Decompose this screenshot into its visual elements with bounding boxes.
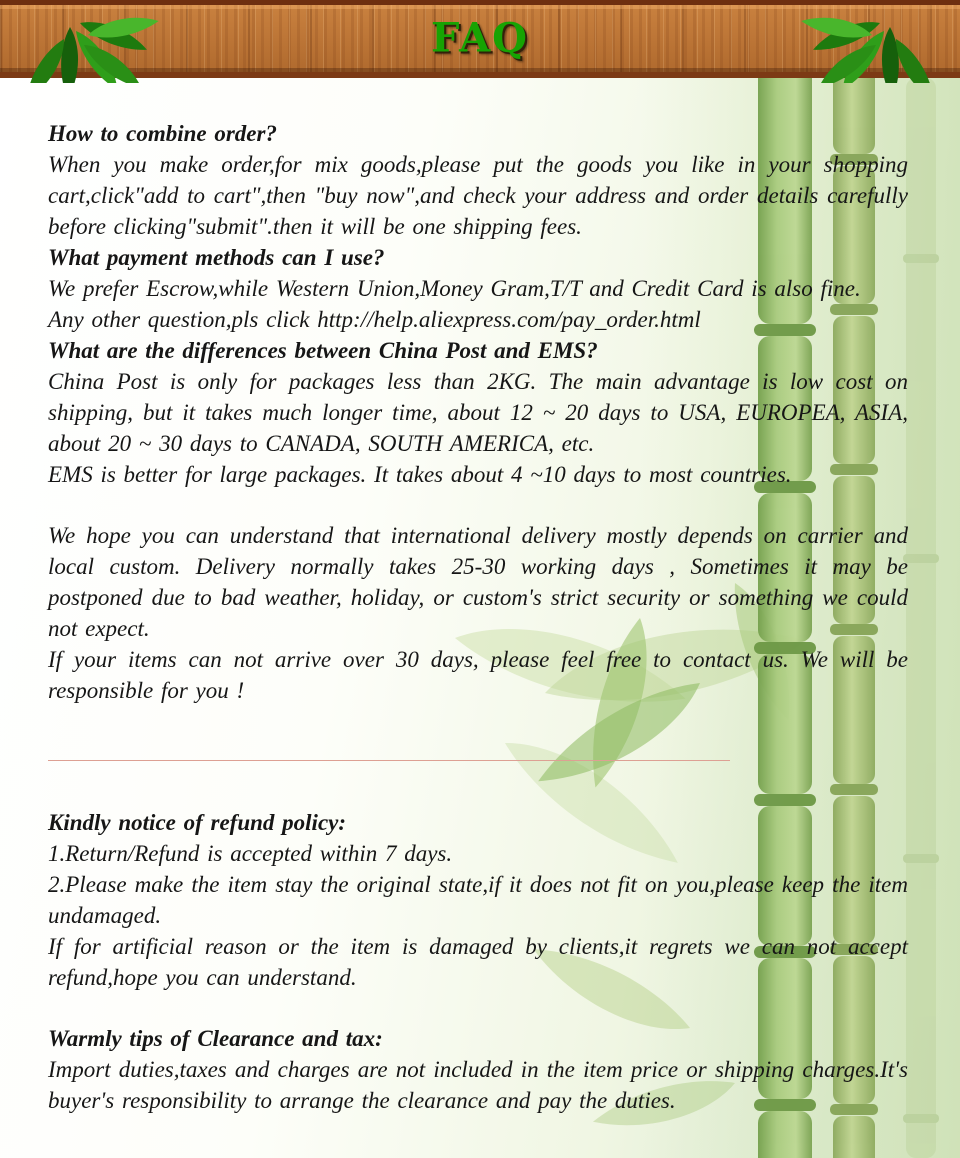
payment-help-url[interactable]: http://help.aliexpress.com/pay_order.html (317, 307, 701, 332)
faq-section-payment-methods (48, 242, 908, 335)
faq-section-clearance-tax (48, 1023, 908, 1116)
faq-section-refund-policy (48, 807, 908, 993)
faq-question: How to combine order? (48, 121, 277, 146)
faq-question: What payment methods can I use? (48, 245, 385, 270)
faq-question: What are the differences between China Post and EMS? (48, 338, 598, 363)
faq-answer: If your items can not arrive over 30 days, please feel free to contact us. We will be responsible for you ! (48, 647, 908, 703)
bamboo-leaves-right-icon (792, 5, 942, 83)
faq-answer (48, 304, 908, 335)
section-divider (48, 760, 730, 761)
faq-header-banner (0, 0, 960, 78)
faq-answer: 2.Please make the item stay the original state,if it does not fit on you,please keep the item undamaged. (48, 872, 908, 928)
faq-content (48, 118, 908, 1116)
faq-answer: EMS is better for large packages. It takes about 4 ~10 days to most countries. (48, 462, 792, 487)
faq-answer: If for artificial reason or the item is damaged by clients,it regrets we can not accept refund,hope you can understand. (48, 934, 908, 990)
faq-answer: We hope you can understand that international delivery mostly depends on carrier and local custom. Delivery normally takes 25-30 working days , Sometimes it may be postponed due to bad weather, holiday, or custom's strict security or something we could not expect. (48, 523, 908, 641)
faq-question: Warmly tips of Clearance and tax: (48, 1026, 383, 1051)
bamboo-leaves-left-icon (18, 5, 168, 83)
faq-section-china-post-ems (48, 335, 908, 490)
faq-answer: China Post is only for packages less than 2KG. The main advantage is low cost on shipping, but it takes much longer time, about 12 ~ 20 days to USA, EUROPEA, ASIA, about 20 ~ 30 days to CANADA, SOUTH AMERICA, etc. (48, 369, 908, 456)
faq-answer: Import duties,taxes and charges are not included in the item price or shipping charges.It's buyer's responsibility to arrange the clearance and pay the duties. (48, 1057, 908, 1113)
faq-section-delivery-note (48, 520, 908, 706)
faq-answer: When you make order,for mix goods,please put the goods you like in your shopping cart,click"add to cart",then "buy now",and check your address and order details carefully before clicking"submit".then it will be one shipping fees. (48, 152, 908, 239)
link-line-prefix: Any other question,pls click (48, 307, 318, 332)
faq-answer: 1.Return/Refund is accepted within 7 days. (48, 841, 453, 866)
faq-section-combine-order (48, 118, 908, 242)
faq-title: FAQ (431, 14, 529, 62)
faq-question: Kindly notice of refund policy: (48, 810, 347, 835)
faq-answer: We prefer Escrow,while Western Union,Money Gram,T/T and Credit Card is also fine. (48, 276, 861, 301)
